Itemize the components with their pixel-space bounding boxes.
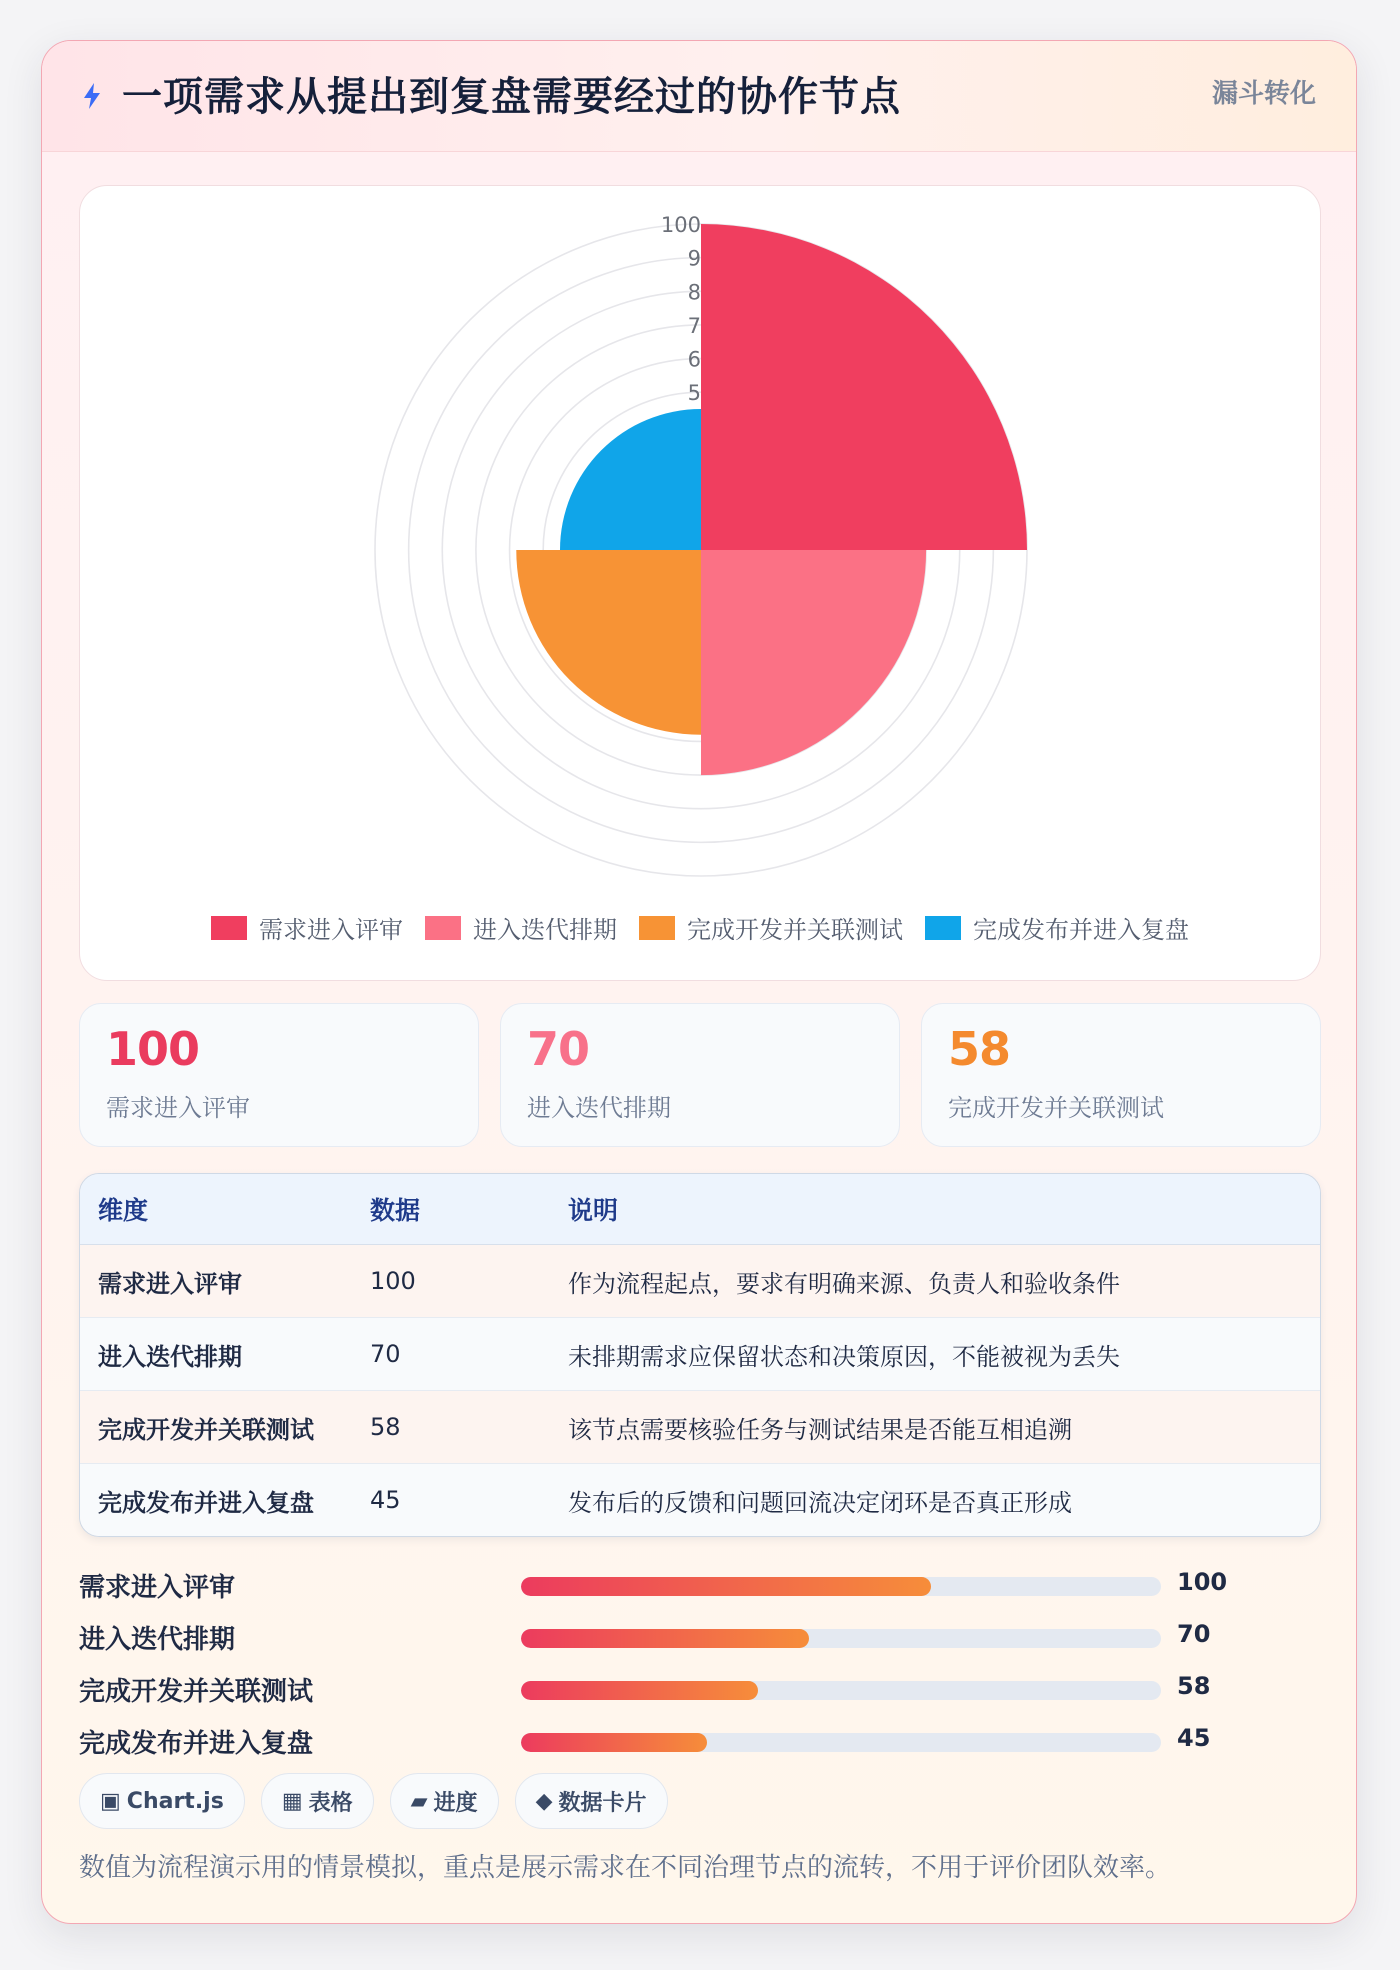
chip-table[interactable] <box>261 1773 374 1829</box>
chip-label: 表格 <box>308 1790 353 1816</box>
progress-fill <box>521 1733 707 1752</box>
data-table <box>79 1173 1321 1537</box>
stat-value: 70 <box>527 1022 590 1076</box>
chart-panel <box>79 185 1321 981</box>
report-card <box>41 40 1357 1924</box>
legend-item[interactable] <box>425 910 617 945</box>
table-row <box>80 1391 1320 1464</box>
table-cell: 45 <box>352 1464 550 1537</box>
chip-label: 数据卡片 <box>558 1790 647 1816</box>
chip-label: Chart.js <box>126 1788 224 1814</box>
progress-track <box>521 1681 1161 1700</box>
legend-swatch <box>925 916 961 940</box>
stat-card <box>921 1003 1321 1147</box>
progress-label: 完成发布并进入复盘 <box>79 1729 314 1759</box>
table-cell: 完成开发并关联测试 <box>80 1391 352 1464</box>
progress-track <box>521 1629 1161 1648</box>
progress-row <box>79 1611 1321 1663</box>
r-tick-label: 9 <box>687 246 701 271</box>
stat-value: 58 <box>948 1022 1011 1076</box>
polar-slice-1 <box>701 224 1027 550</box>
column-header: 维度 <box>80 1174 352 1245</box>
table-cell: 未排期需求应保留状态和决策原因，不能被视为丢失 <box>550 1318 1320 1391</box>
polar-slice-3 <box>516 550 701 735</box>
card-header <box>42 41 1356 152</box>
progress-fill <box>521 1577 931 1596</box>
tag-chips <box>79 1773 668 1831</box>
table-row <box>80 1245 1320 1318</box>
table-cell: 100 <box>352 1245 550 1318</box>
stat-label: 进入迭代排期 <box>527 1094 671 1122</box>
table-header-row <box>80 1174 1320 1245</box>
progress-label: 需求进入评审 <box>79 1573 236 1603</box>
progress-value: 100 <box>1177 1568 1228 1596</box>
progress-value: 70 <box>1177 1620 1211 1648</box>
chip-chartjs[interactable] <box>79 1773 245 1829</box>
progress-fill <box>521 1681 758 1700</box>
progress-value: 45 <box>1177 1724 1211 1752</box>
progress-label: 进入迭代排期 <box>79 1625 236 1655</box>
progress-label: 完成开发并关联测试 <box>79 1677 314 1707</box>
stat-card <box>79 1003 479 1147</box>
chart-icon: ▣ <box>100 1788 121 1814</box>
r-tick-label: 7 <box>687 313 701 338</box>
table-row <box>80 1318 1320 1391</box>
stat-card <box>500 1003 900 1147</box>
progress-row <box>79 1559 1321 1611</box>
column-header: 说明 <box>550 1174 1320 1245</box>
chip-data-cards[interactable] <box>515 1773 668 1829</box>
progress-track <box>521 1733 1161 1752</box>
header-tag: 漏斗转化 <box>1211 79 1316 109</box>
footnote: 数值为流程演示用的情景模拟，重点是展示需求在不同治理节点的流转，不用于评价团队效率。 <box>79 1853 1172 1883</box>
table-row <box>80 1464 1320 1537</box>
lightning-icon <box>80 81 104 111</box>
progress-fill <box>521 1629 809 1648</box>
table-cell: 发布后的反馈和问题回流决定闭环是否真正形成 <box>550 1464 1320 1537</box>
table-cell: 进入迭代排期 <box>80 1318 352 1391</box>
legend-label: 进入迭代排期 <box>473 916 617 944</box>
progress-track <box>521 1577 1161 1596</box>
legend-label: 需求进入评审 <box>259 916 403 944</box>
stat-value: 100 <box>106 1022 200 1076</box>
polar-area-chart <box>80 186 1322 886</box>
legend-item[interactable] <box>211 910 403 945</box>
legend-swatch <box>211 916 247 940</box>
chart-legend <box>80 910 1320 945</box>
table-cell: 作为流程起点，要求有明确来源、负责人和验收条件 <box>550 1245 1320 1318</box>
chip-progress[interactable] <box>390 1773 499 1829</box>
polar-slice-2 <box>701 550 926 775</box>
r-tick-label: 8 <box>687 280 701 305</box>
progress-row <box>79 1663 1321 1715</box>
chip-label: 进度 <box>433 1790 478 1816</box>
page-title: 一项需求从提出到复盘需要经过的协作节点 <box>122 74 901 120</box>
progress-row <box>79 1715 1321 1767</box>
progress-value: 58 <box>1177 1672 1211 1700</box>
progress-icon: ▰ <box>410 1788 428 1814</box>
legend-swatch <box>639 916 675 940</box>
legend-label: 完成开发并关联测试 <box>687 916 903 944</box>
diamond-icon: ◆ <box>535 1788 553 1814</box>
legend-item[interactable] <box>925 910 1189 945</box>
table-cell: 70 <box>352 1318 550 1391</box>
table-cell: 58 <box>352 1391 550 1464</box>
polar-slice-4 <box>560 409 701 550</box>
table-cell: 该节点需要核验任务与测试结果是否能互相追溯 <box>550 1391 1320 1464</box>
table-cell: 需求进入评审 <box>80 1245 352 1318</box>
table-cell: 完成发布并进入复盘 <box>80 1464 352 1537</box>
legend-swatch <box>425 916 461 940</box>
table-icon: ▦ <box>281 1788 303 1814</box>
progress-list <box>79 1559 1321 1769</box>
column-header: 数据 <box>352 1174 550 1245</box>
stat-label: 需求进入评审 <box>106 1094 250 1122</box>
stat-cards <box>79 1003 1321 1147</box>
r-tick-label: 6 <box>687 347 701 372</box>
r-tick-label: 5 <box>687 381 701 406</box>
r-tick-label: 100 <box>660 213 701 237</box>
legend-label: 完成发布并进入复盘 <box>973 916 1189 944</box>
stat-label: 完成开发并关联测试 <box>948 1094 1164 1122</box>
legend-item[interactable] <box>639 910 903 945</box>
